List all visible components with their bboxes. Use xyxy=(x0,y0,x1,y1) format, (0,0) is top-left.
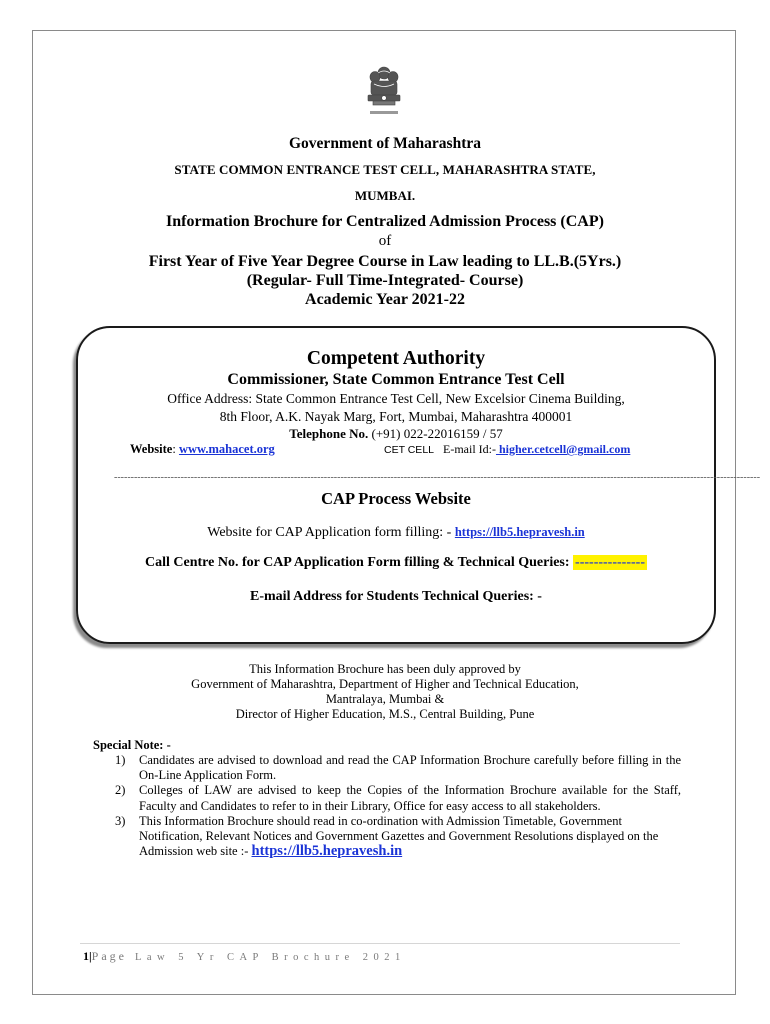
telephone-label: Telephone No. xyxy=(289,426,369,441)
page-separator: | xyxy=(89,949,92,963)
approval-line2: Government of Maharashtra, Department of Higher and Technical Education, xyxy=(191,677,579,691)
cap-process-title: CAP Process Website xyxy=(321,489,471,508)
cell-name-line2: MUMBAI. xyxy=(354,188,416,203)
list-item xyxy=(93,783,681,813)
email-line xyxy=(384,442,630,457)
address-line1: Office Address: State Common Entrance Test Cell, New Excelsior Cinema Building, xyxy=(167,391,625,406)
academic-year: Academic Year 2021-22 xyxy=(305,291,465,308)
competent-authority-title: Competent Authority xyxy=(306,348,486,369)
telephone-value: (+91) 022-22016159 / 57 xyxy=(368,426,503,441)
list-item xyxy=(93,753,681,783)
cap-website-label: Website for CAP Application form filling: - xyxy=(207,525,455,540)
cap-website-line xyxy=(78,525,714,541)
commissioner-title: Commissioner, State Common Entrance Test Cell xyxy=(227,371,565,388)
special-note-list xyxy=(93,753,681,859)
dashed-divider: -------------------------------------------------------------------------------------------------------------------------------------------------------------------------------------------------- xyxy=(114,472,761,483)
special-note-heading: Special Note: - xyxy=(93,738,171,752)
list-number: 2) xyxy=(115,783,126,798)
approval-line3: Mantralaya, Mumbai & xyxy=(325,692,445,706)
brochure-of: of xyxy=(378,233,392,249)
email-label: E-mail Id:- xyxy=(443,442,496,456)
brochure-title: Information Brochure for Centralized Admission Process (CAP) xyxy=(166,213,604,230)
national-emblem-icon xyxy=(360,64,408,120)
document-name: Law 5 Yr CAP Brochure 2021 xyxy=(134,952,406,963)
list-text: Colleges of LAW are advised to keep the Copies of the Information Brochure available for the Staff, Faculty and Candidates to refer to in their Library, Office for easy access to all stakeholders. xyxy=(139,783,681,813)
page-word: Page xyxy=(91,949,127,963)
email-link[interactable]: higher.cetcell@gmail.com xyxy=(495,442,631,456)
telephone xyxy=(78,426,714,442)
website-label: Website xyxy=(130,442,173,456)
call-centre-label: Call Centre No. for CAP Application Form filling & Technical Queries: xyxy=(145,555,574,570)
list-text: This Information Brochure should read in co-ordination with Admission Timetable, Government Notification, Relevant Notices and Government Gazettes and Government Resolutions displayed on the Admission web site :- xyxy=(139,813,659,859)
call-centre-number: --------------- xyxy=(575,555,645,570)
cet-cell-label: CET CELL xyxy=(384,444,434,456)
approval-line1: This Information Brochure has been duly approved by xyxy=(249,662,521,676)
page-number: 1 xyxy=(83,949,89,963)
website-line: Website: www.mahacet.org xyxy=(130,442,275,456)
list-number: 1) xyxy=(115,753,126,767)
call-centre-line xyxy=(78,555,714,571)
technical-email-line: E-mail Address for Students Technical Queries: - xyxy=(250,589,542,604)
course-title: First Year of Five Year Degree Course in Law leading to LL.B.(5Yrs.) xyxy=(148,253,622,270)
footer-divider xyxy=(80,943,680,944)
cap-website-link[interactable]: https://llb5.hepravesh.in xyxy=(454,525,585,539)
government-title: Government of Maharashtra xyxy=(289,135,481,152)
mahacet-link[interactable]: www.mahacet.org xyxy=(178,442,275,456)
address-line2: 8th Floor, A.K. Nayak Marg, Fort, Mumbai, Maharashtra 400001 xyxy=(219,409,573,424)
course-type: (Regular- Full Time-Integrated- Course) xyxy=(246,272,524,289)
list-item xyxy=(93,814,681,860)
approval-statement xyxy=(40,662,730,722)
page-footer xyxy=(83,949,406,964)
admission-site-link[interactable]: https://llb5.hepravesh.in xyxy=(251,843,403,860)
approval-line4: Director of Higher Education, M.S., Central Building, Pune xyxy=(235,707,535,721)
cell-name-line1: STATE COMMON ENTRANCE TEST CELL, MAHARASHTRA STATE, xyxy=(174,162,596,177)
list-text: Candidates are advised to download and read the CAP Information Brochure carefully before filling in the On-Line Application Form. xyxy=(139,753,681,783)
office-address xyxy=(78,390,714,426)
list-number: 3) xyxy=(115,813,126,828)
